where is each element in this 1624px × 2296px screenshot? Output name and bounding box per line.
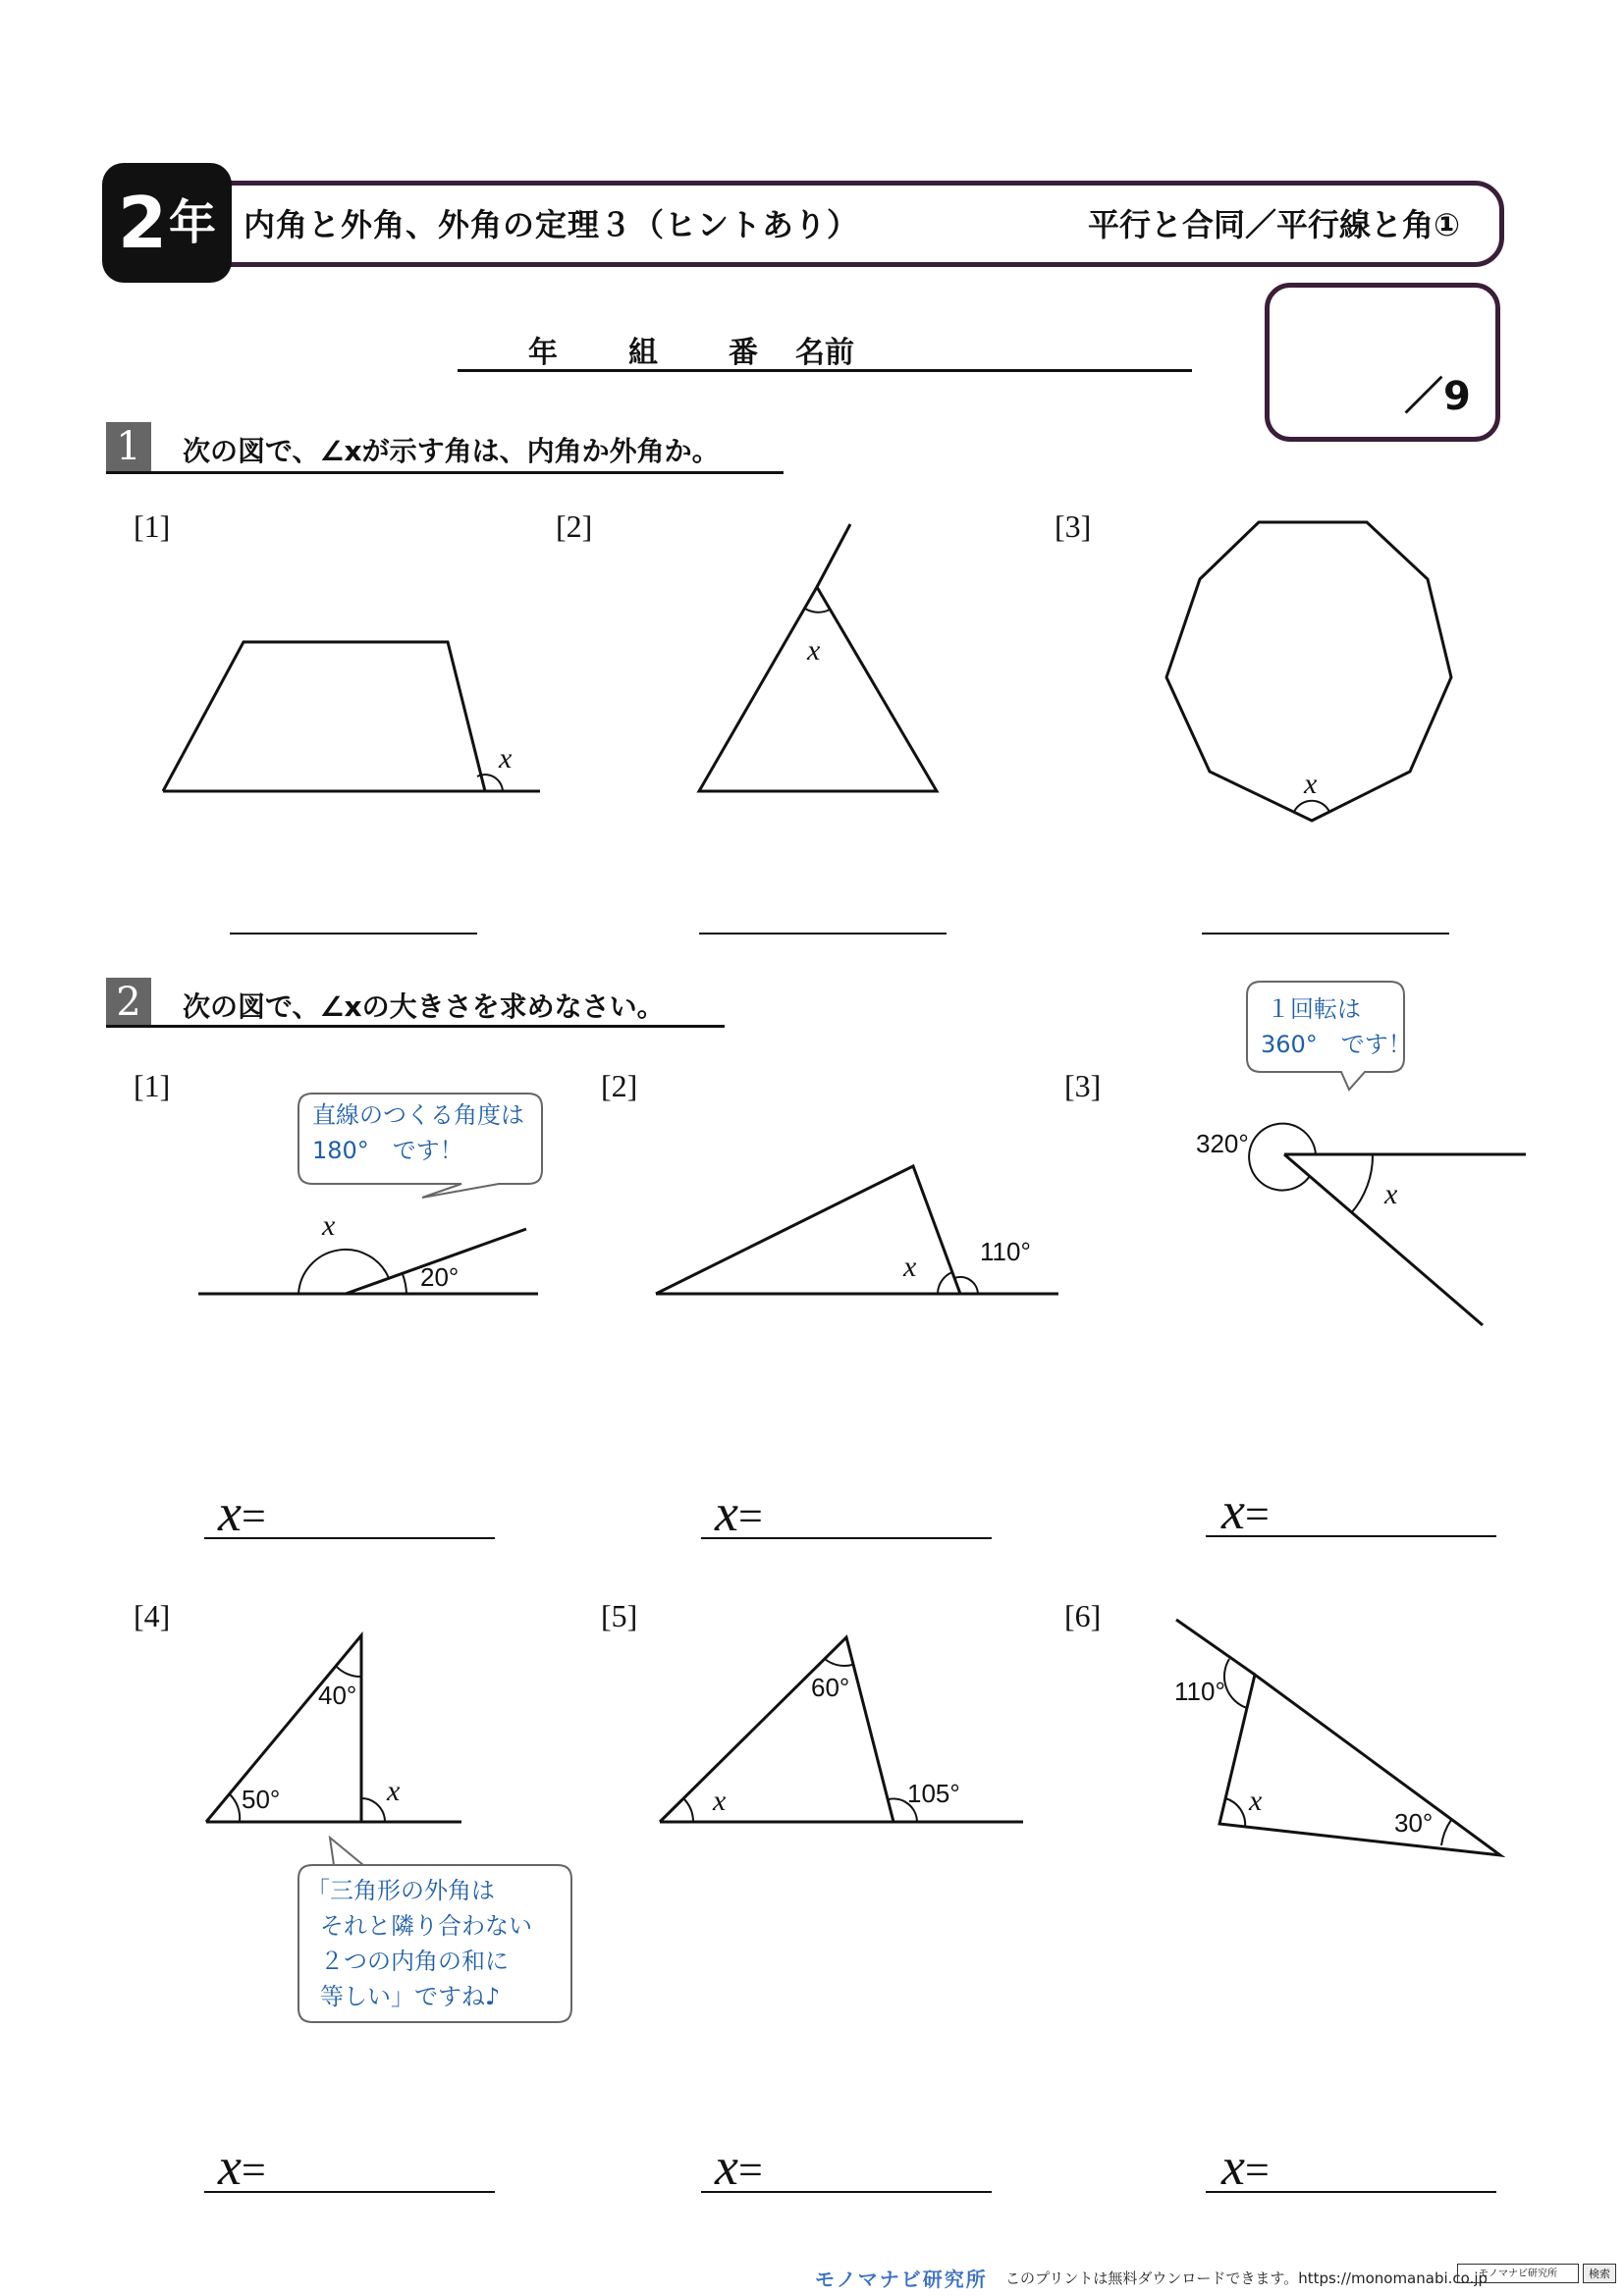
hint-p1-line2: 180° です！ [312, 1137, 463, 1164]
s1-p3-x-label: x [1304, 768, 1318, 800]
s2-problem1-label: [1] [134, 1068, 171, 1103]
grade-badge [102, 163, 232, 283]
class-label: 組 [628, 336, 658, 370]
footer-search-box[interactable]: モノマナビ研究所 [1457, 2264, 1579, 2283]
number-label: 番 [729, 336, 758, 370]
s2-p2-angle-110: 110° [980, 1237, 1031, 1266]
name-label: 名前 [795, 336, 854, 370]
s2-p4-answer-prefix: x= [218, 2137, 266, 2196]
s1-problem2-label: [2] [556, 508, 593, 544]
footer-search-button[interactable]: 検索 [1583, 2264, 1616, 2283]
year-label: 年 [528, 336, 558, 370]
s2-p3-figure [1249, 1124, 1526, 1325]
grade-unit: 年 [169, 195, 217, 250]
s2-p4-x-label: x [387, 1775, 401, 1807]
section1-number: 1 [106, 422, 151, 471]
grade-number: 2 [117, 182, 168, 264]
s1-problem1-label: [1] [134, 508, 171, 544]
hint-p4-line3: ２つの内角の和に [320, 1948, 509, 1975]
s2-p6-answer-prefix: x= [1221, 2137, 1270, 2196]
score-total: ／9 [1404, 374, 1471, 419]
s2-p3-angle-320: 320° [1196, 1129, 1249, 1158]
s2-p3-answer-line[interactable] [1206, 1535, 1496, 1537]
s2-p1-angle-20: 20° [420, 1262, 460, 1292]
section2-underline [106, 1025, 725, 1028]
s2-p5-x-label: x [713, 1785, 727, 1817]
s2-p1-figure [198, 1229, 538, 1294]
s2-p5-angle-105: 105° [907, 1779, 960, 1808]
s2-p6-x-label: x [1249, 1785, 1263, 1817]
section1-instruction: 次の図で、∠xが示す角は、内角か外角か。 [183, 435, 720, 467]
s2-p6-angle-30: 30° [1394, 1808, 1434, 1838]
s2-p4-answer-line[interactable] [204, 2191, 495, 2193]
s2-p2-answer-line[interactable] [701, 1537, 992, 1539]
s2-problem5-label: [5] [601, 1598, 638, 1633]
s1-problem3-label: [3] [1055, 508, 1092, 544]
section2-instruction: 次の図で、∠xの大きさを求めなさい。 [183, 990, 665, 1023]
s2-p6-answer-line[interactable] [1206, 2191, 1496, 2193]
s2-p4-angle-40: 40° [318, 1681, 357, 1710]
worksheet-title: 内角と外角、外角の定理３（ヒントあり） [244, 206, 860, 243]
s1-p3-answer-line[interactable] [1202, 933, 1449, 934]
s2-problem4-label: [4] [134, 1598, 171, 1633]
hint-p4-line4: 等しい」ですね♪ [320, 1983, 501, 2010]
s2-p5-angle-60: 60° [811, 1673, 850, 1702]
s1-p1-x-label: x [499, 742, 513, 774]
s2-p5-answer-line[interactable] [701, 2191, 992, 2193]
s1-p1-answer-line[interactable] [230, 933, 477, 934]
s2-p3-x-label: x [1384, 1178, 1398, 1210]
s2-p6-figure [1176, 1620, 1500, 1855]
s1-p2-answer-line[interactable] [699, 933, 947, 934]
s2-p2-figure [656, 1166, 1058, 1294]
s2-p1-answer-line[interactable] [204, 1537, 495, 1539]
hint-p4-line1: 「三角形の外角は [306, 1877, 495, 1904]
hint-p1-line1: 直線のつくる角度は [312, 1101, 524, 1129]
s2-p2-x-label: x [903, 1251, 917, 1283]
s2-problem3-label: [3] [1064, 1068, 1102, 1103]
s2-p2-answer-prefix: x= [715, 1483, 763, 1542]
s2-problem6-label: [6] [1064, 1598, 1102, 1633]
unit-title: 平行と合同／平行線と角① [1088, 206, 1461, 243]
s1-trapezoid-figure [163, 642, 540, 791]
s2-p6-angle-110: 110° [1174, 1677, 1225, 1706]
section2-number: 2 [106, 978, 151, 1027]
s2-p3-answer-prefix: x= [1221, 1481, 1270, 1540]
footer-logo[interactable]: モノマナビ研究所 [815, 2268, 988, 2291]
hint-p3-line2: 360° です！ [1261, 1031, 1412, 1058]
s2-p4-angle-50: 50° [242, 1785, 281, 1814]
hint-p3-line1: １回転は [1267, 995, 1361, 1023]
s2-p5-answer-prefix: x= [715, 2137, 763, 2196]
footer-text: このプリントは無料ダウンロードできます。https://monomanabi.co.jp [1005, 2269, 1489, 2287]
s2-p1-answer-prefix: x= [218, 1483, 266, 1542]
s1-p2-x-label: x [807, 634, 821, 667]
s2-p1-x-label: x [322, 1209, 336, 1242]
hint-p4-line2: それと隣り合わない [320, 1912, 532, 1940]
s2-problem2-label: [2] [601, 1068, 638, 1103]
